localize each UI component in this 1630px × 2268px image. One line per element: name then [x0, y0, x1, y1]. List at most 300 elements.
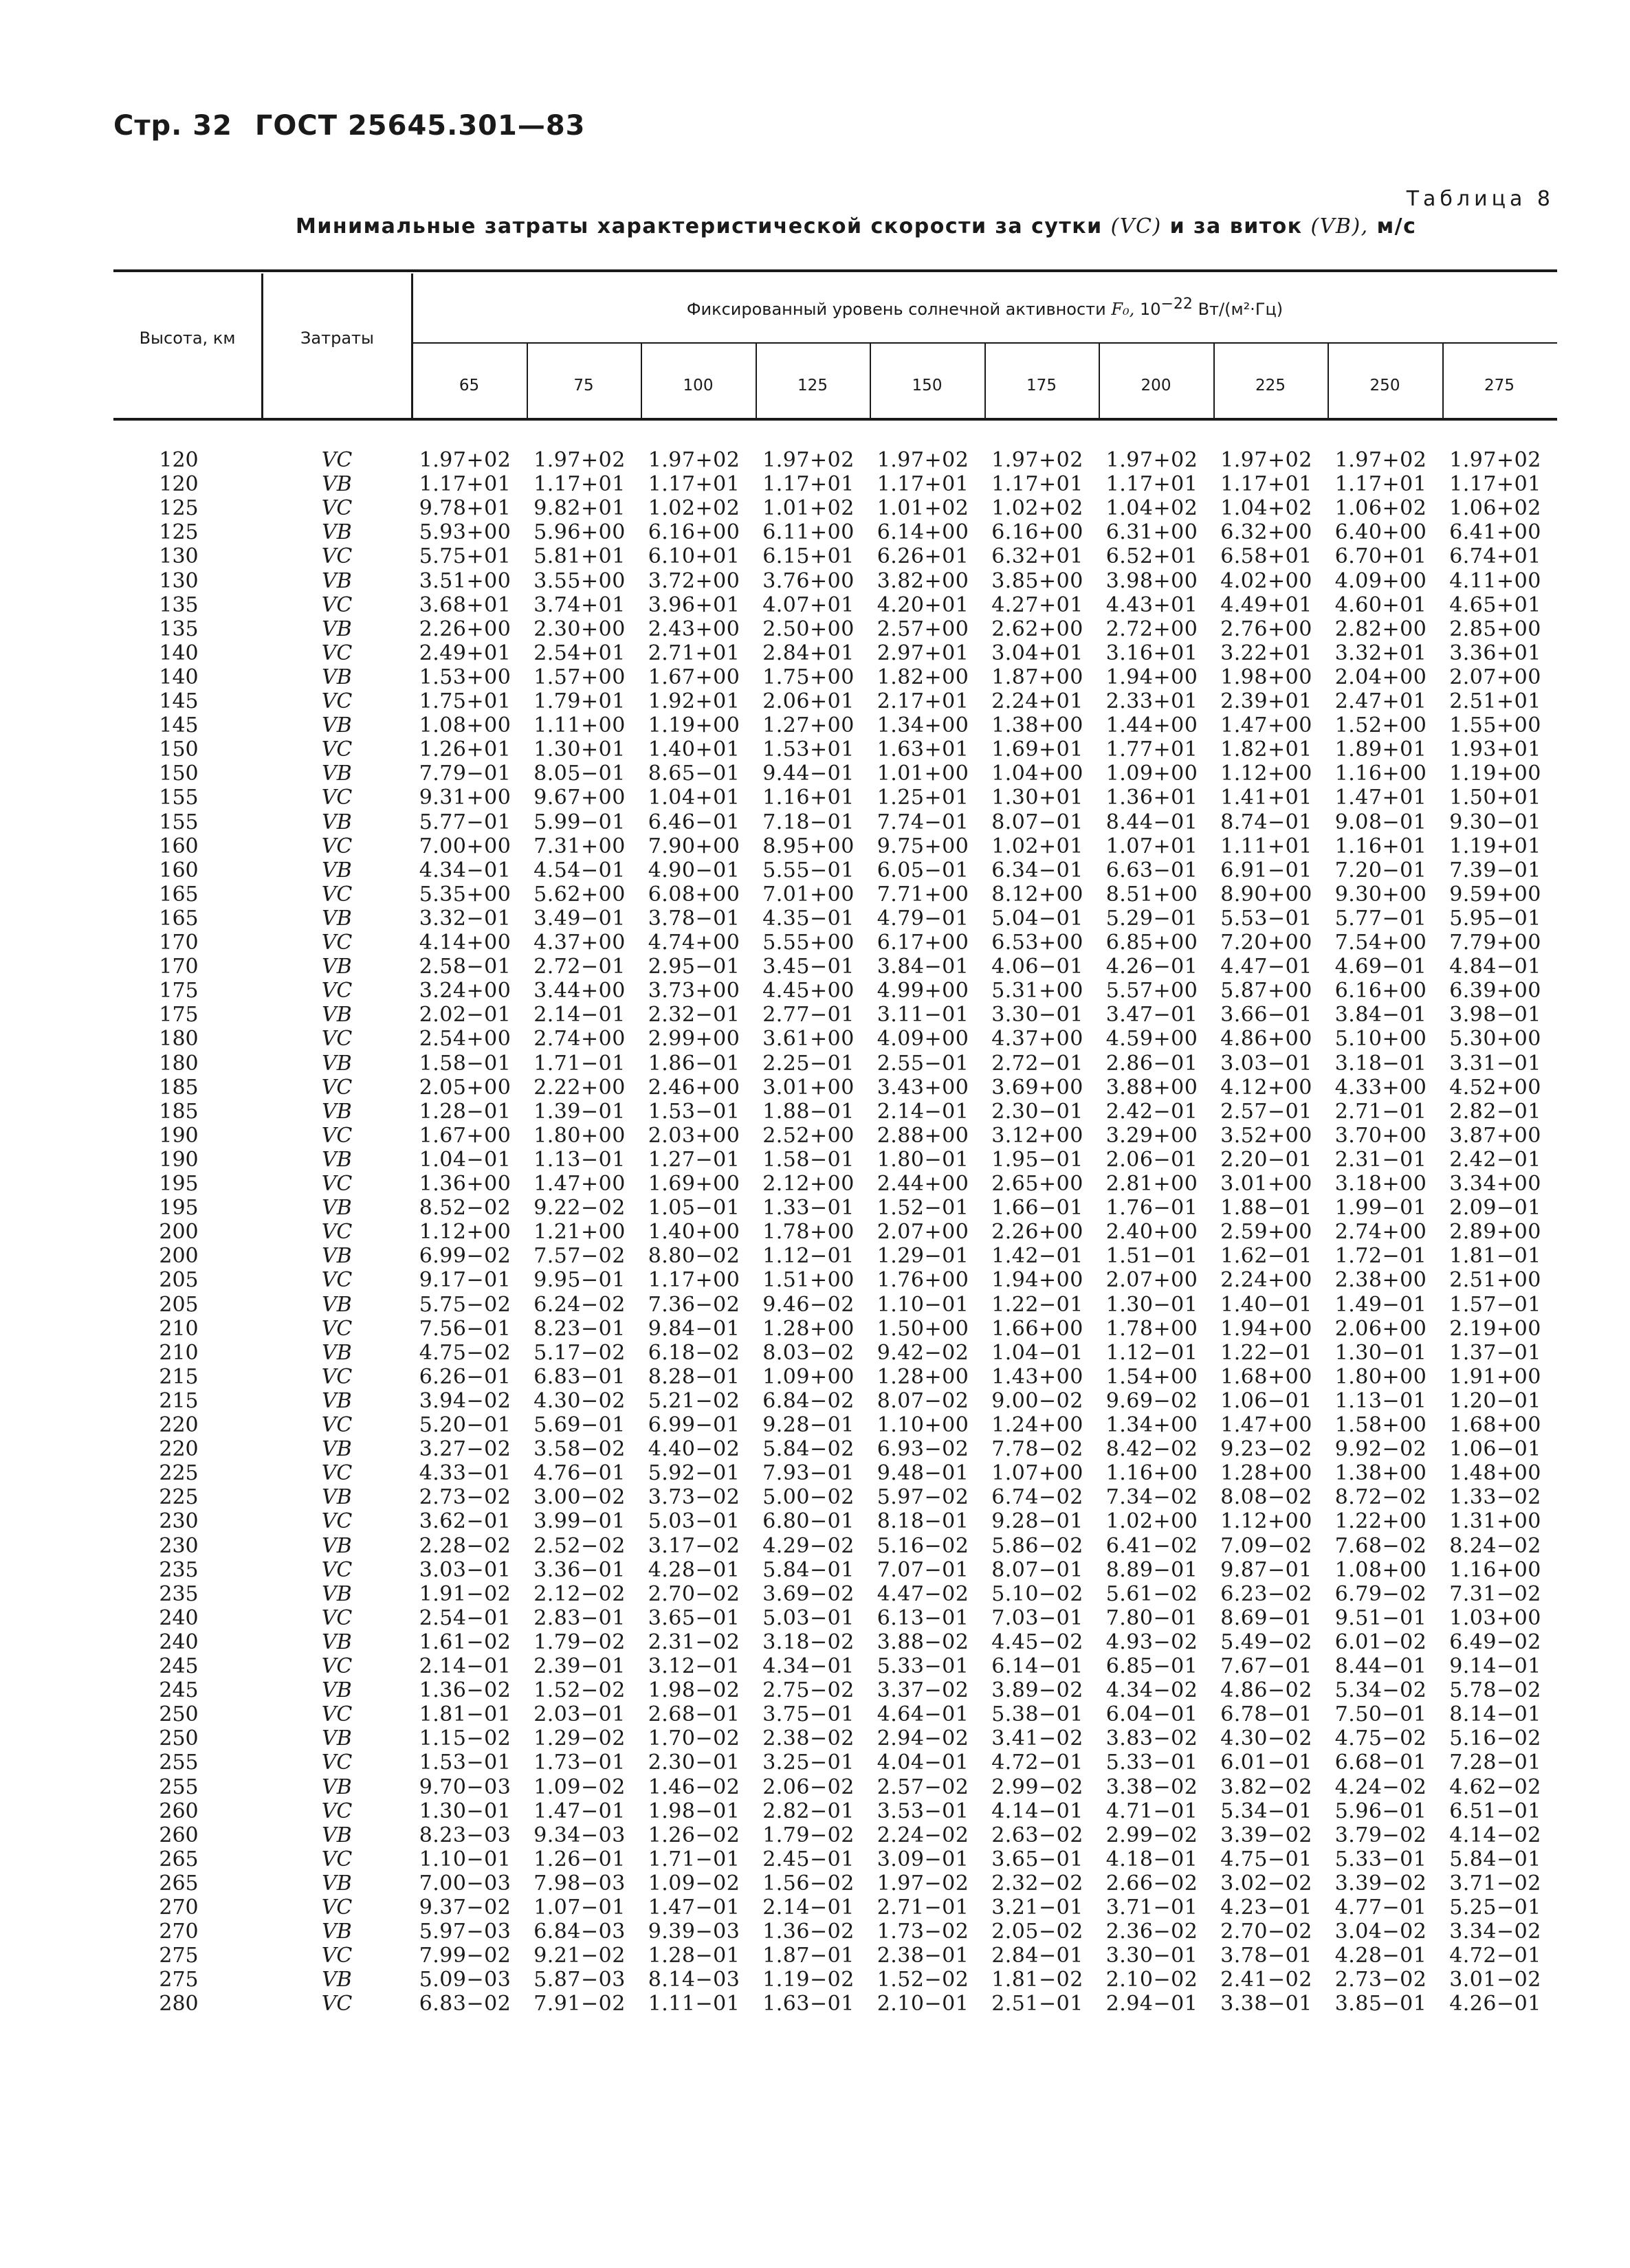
- value-cell: 7.31−02: [1449, 1581, 1541, 1606]
- value-cell: 1.34+00: [1105, 1413, 1198, 1437]
- value-cell: 3.38−01: [1220, 1992, 1312, 2016]
- value-cell: 4.24−02: [1334, 1775, 1427, 1799]
- value-cell: 1.22−01: [1220, 1340, 1312, 1365]
- altitude-cell: 215: [159, 1364, 199, 1389]
- value-cell: 1.22−01: [991, 1292, 1083, 1317]
- value-cell: 6.10+01: [648, 544, 740, 569]
- value-cell: 4.07+01: [762, 592, 855, 617]
- value-cell: 1.12+00: [1220, 761, 1312, 786]
- value-cell: 8.28−01: [648, 1364, 740, 1389]
- table-row: [0, 955, 1630, 979]
- value-cell: 8.52−02: [419, 1196, 511, 1221]
- altitude-cell: 130: [159, 544, 199, 569]
- value-cell: 7.90+00: [648, 834, 740, 858]
- value-cell: 5.03−01: [762, 1605, 855, 1630]
- value-cell: 8.07−01: [991, 810, 1083, 834]
- altitude-cell: 145: [159, 689, 199, 713]
- altitude-cell: 190: [159, 1147, 199, 1172]
- value-cell: 2.31−01: [1334, 1147, 1427, 1172]
- value-cell: 1.11−01: [648, 1992, 740, 2016]
- cost-type-cell: VC: [321, 1557, 353, 1582]
- value-cell: 2.57+00: [877, 616, 969, 641]
- value-cell: 3.31−01: [1449, 1051, 1541, 1076]
- cost-type-cell: VB: [322, 1003, 352, 1027]
- table-row: [0, 689, 1630, 713]
- value-cell: 6.26+01: [877, 544, 969, 569]
- value-cell: 7.79+00: [1449, 931, 1541, 955]
- value-cell: 1.57−01: [1449, 1292, 1541, 1317]
- value-cell: 2.12−02: [533, 1581, 626, 1606]
- value-cell: 7.20−01: [1334, 858, 1427, 882]
- value-cell: 1.53+01: [762, 737, 855, 762]
- value-cell: 2.39+01: [1220, 689, 1312, 713]
- value-cell: 1.07−01: [533, 1895, 626, 1920]
- value-cell: 5.57+00: [1105, 979, 1198, 1003]
- value-cell: 1.63−01: [762, 1992, 855, 2016]
- value-cell: 6.16+00: [1334, 979, 1427, 1003]
- value-cell: 1.73−01: [533, 1750, 626, 1775]
- altitude-cell: 180: [159, 1051, 199, 1076]
- cost-type-cell: VC: [321, 882, 353, 907]
- altitude-cell: 165: [159, 882, 199, 907]
- altitude-cell: 270: [159, 1895, 199, 1920]
- value-cell: 1.62−01: [1220, 1244, 1312, 1269]
- value-cell: 8.14−01: [1449, 1702, 1541, 1727]
- altitude-cell: 220: [159, 1413, 199, 1437]
- value-cell: 6.84−03: [533, 1920, 626, 1944]
- value-cell: 3.73+00: [648, 979, 740, 1003]
- value-cell: 1.21+00: [533, 1220, 626, 1245]
- value-cell: 4.26−01: [1449, 1992, 1541, 2016]
- value-cell: 1.13−01: [1334, 1388, 1427, 1413]
- value-cell: 5.31+00: [991, 979, 1083, 1003]
- value-cell: 1.24+00: [991, 1413, 1083, 1437]
- value-cell: 6.85−01: [1105, 1654, 1198, 1678]
- value-cell: 1.46−02: [648, 1775, 740, 1799]
- altitude-cell: 255: [159, 1775, 199, 1799]
- value-cell: 1.29−02: [533, 1726, 626, 1751]
- cost-type-cell: VC: [321, 1654, 353, 1678]
- table-row: [0, 1485, 1630, 1509]
- value-cell: 2.84+01: [762, 641, 855, 665]
- cost-type-cell: VB: [322, 1678, 352, 1703]
- value-cell: 5.69−01: [533, 1413, 626, 1437]
- value-cell: 4.43+01: [1105, 592, 1198, 617]
- value-cell: 6.51−01: [1449, 1799, 1541, 1823]
- value-cell: 2.05+00: [419, 1075, 511, 1100]
- value-cell: 6.99−02: [419, 1244, 511, 1269]
- value-cell: 8.72−02: [1334, 1485, 1427, 1510]
- value-cell: 2.54−01: [419, 1605, 511, 1630]
- value-cell: 1.94+00: [991, 1268, 1083, 1293]
- value-cell: 4.49+01: [1220, 592, 1312, 617]
- flux-divider: [984, 344, 986, 418]
- value-cell: 2.51−01: [991, 1992, 1083, 2016]
- value-cell: 1.25+01: [877, 786, 969, 810]
- table-row: [0, 448, 1630, 472]
- value-cell: 7.68−02: [1334, 1533, 1427, 1558]
- value-cell: 4.72−01: [1449, 1944, 1541, 1968]
- value-cell: 1.80−01: [877, 1147, 969, 1172]
- flux-level-header: 200: [1141, 377, 1171, 394]
- value-cell: 8.65−01: [648, 761, 740, 786]
- value-cell: 8.23−01: [533, 1316, 626, 1341]
- table-row: [0, 544, 1630, 568]
- value-cell: 2.33+01: [1105, 689, 1198, 713]
- altitude-cell: 165: [159, 906, 199, 931]
- value-cell: 1.02+02: [648, 496, 740, 521]
- table-row: [0, 1847, 1630, 1871]
- value-cell: 6.52+01: [1105, 544, 1198, 569]
- value-cell: 2.14−01: [877, 1099, 969, 1124]
- value-cell: 1.16+01: [1334, 834, 1427, 858]
- cost-type-cell: VC: [321, 641, 353, 665]
- table-row: [0, 1100, 1630, 1124]
- value-cell: 1.05−01: [648, 1196, 740, 1221]
- table-row: [0, 472, 1630, 496]
- value-cell: 1.15−02: [419, 1726, 511, 1751]
- value-cell: 1.16+00: [1449, 1557, 1541, 1582]
- altitude-cell: 225: [159, 1461, 199, 1486]
- altitude-cell: 265: [159, 1871, 199, 1895]
- table-row: [0, 1630, 1630, 1654]
- value-cell: 1.91+00: [1449, 1364, 1541, 1389]
- activity-label: Фиксированный уровень солнечной активности: [686, 300, 1106, 319]
- value-cell: 1.30−01: [1334, 1340, 1427, 1365]
- value-cell: 1.61−02: [419, 1630, 511, 1654]
- value-cell: 2.40+00: [1105, 1220, 1198, 1245]
- altitude-cell: 180: [159, 1027, 199, 1052]
- value-cell: 8.42−02: [1105, 1437, 1198, 1462]
- value-cell: 9.59+00: [1449, 882, 1541, 907]
- cost-type-cell: VB: [322, 1775, 352, 1799]
- value-cell: 5.84−01: [762, 1557, 855, 1582]
- altitude-cell: 210: [159, 1316, 199, 1341]
- value-cell: 6.39+00: [1449, 979, 1541, 1003]
- table-top-rule: [113, 269, 1557, 272]
- value-cell: 1.04+02: [1105, 496, 1198, 521]
- value-cell: 3.55+00: [533, 568, 626, 593]
- value-cell: 2.52−02: [533, 1533, 626, 1558]
- value-cell: 1.19+00: [648, 713, 740, 738]
- value-cell: 4.99+00: [877, 979, 969, 1003]
- value-cell: 1.97+02: [762, 448, 855, 472]
- value-cell: 3.61+00: [762, 1027, 855, 1052]
- value-cell: 4.60+01: [1334, 592, 1427, 617]
- value-cell: 3.36+01: [1449, 641, 1541, 665]
- value-cell: 2.24−02: [877, 1823, 969, 1847]
- value-cell: 8.07−02: [877, 1388, 969, 1413]
- value-cell: 2.45−01: [762, 1847, 855, 1871]
- value-cell: 1.82+01: [1220, 737, 1312, 762]
- value-cell: 4.37+00: [991, 1027, 1083, 1052]
- cost-type-cell: VC: [321, 1944, 353, 1968]
- value-cell: 1.27+00: [762, 713, 855, 738]
- value-cell: 7.09−02: [1220, 1533, 1312, 1558]
- value-cell: 1.17+01: [648, 472, 740, 497]
- cost-type-cell: VB: [322, 1823, 352, 1847]
- value-cell: 2.71+01: [648, 641, 740, 665]
- value-cell: 3.88+00: [1105, 1075, 1198, 1100]
- altitude-cell: 235: [159, 1557, 199, 1582]
- value-cell: 1.37−01: [1449, 1340, 1541, 1365]
- value-cell: 7.99−02: [419, 1944, 511, 1968]
- cost-type-cell: VB: [322, 1388, 352, 1413]
- table-row: [0, 1920, 1630, 1944]
- value-cell: 1.26+01: [419, 737, 511, 762]
- value-cell: 1.94+00: [1220, 1316, 1312, 1341]
- value-cell: 1.97+02: [1449, 448, 1541, 472]
- flux-level-header: 100: [683, 377, 714, 394]
- value-cell: 9.31+00: [419, 786, 511, 810]
- value-cell: 2.99−02: [1105, 1823, 1198, 1847]
- value-cell: 3.04+01: [991, 641, 1083, 665]
- value-cell: 1.16+01: [762, 786, 855, 810]
- table-row: [0, 1293, 1630, 1317]
- value-cell: 9.00−02: [991, 1388, 1083, 1413]
- value-cell: 5.17−02: [533, 1340, 626, 1365]
- cost-type-cell: VB: [322, 472, 352, 497]
- value-cell: 1.17+01: [419, 472, 511, 497]
- value-cell: 1.77+01: [1105, 737, 1198, 762]
- value-cell: 9.28−01: [762, 1413, 855, 1437]
- table-row: [0, 979, 1630, 1003]
- table-row: [0, 1437, 1630, 1461]
- value-cell: 8.12+00: [991, 882, 1083, 907]
- value-cell: 3.84−01: [1334, 1003, 1427, 1027]
- value-cell: 6.74+01: [1449, 544, 1541, 569]
- value-cell: 1.03+00: [1449, 1605, 1541, 1630]
- value-cell: 7.31+00: [533, 834, 626, 858]
- value-cell: 6.91−01: [1220, 858, 1312, 882]
- flux-level-header: 150: [912, 377, 943, 394]
- value-cell: 1.40+01: [648, 737, 740, 762]
- value-cell: 4.84−01: [1449, 955, 1541, 979]
- value-cell: 2.70−02: [1220, 1920, 1312, 1944]
- value-cell: 1.12−01: [1105, 1340, 1198, 1365]
- table-row: [0, 569, 1630, 593]
- cost-type-cell: VB: [322, 665, 352, 689]
- table-row: [0, 1775, 1630, 1799]
- value-cell: 4.79−01: [877, 906, 969, 931]
- value-cell: 9.95−01: [533, 1268, 626, 1293]
- value-cell: 3.39−02: [1334, 1871, 1427, 1895]
- value-cell: 1.97+02: [991, 448, 1083, 472]
- value-cell: 1.04+01: [648, 786, 740, 810]
- value-cell: 5.53−01: [1220, 906, 1312, 931]
- table-row: [0, 1799, 1630, 1823]
- value-cell: 4.14+00: [419, 931, 511, 955]
- table-row: [0, 520, 1630, 544]
- value-cell: 3.71−01: [1105, 1895, 1198, 1920]
- value-cell: 3.72+00: [648, 568, 740, 593]
- flux-divider: [1213, 344, 1215, 418]
- altitude-cell: 160: [159, 834, 199, 858]
- value-cell: 1.50+01: [1449, 786, 1541, 810]
- value-cell: 3.02−02: [1220, 1871, 1312, 1895]
- value-cell: 5.77−01: [419, 810, 511, 834]
- value-cell: 2.49+01: [419, 641, 511, 665]
- value-cell: 2.06−02: [762, 1775, 855, 1799]
- value-cell: 1.33−02: [1449, 1485, 1541, 1510]
- value-cell: 1.16+00: [1105, 1461, 1198, 1486]
- table-row: [0, 1076, 1630, 1100]
- value-cell: 4.93−02: [1105, 1630, 1198, 1654]
- value-cell: 1.58−01: [762, 1147, 855, 1172]
- value-cell: 1.98−02: [648, 1678, 740, 1703]
- value-cell: 5.03−01: [648, 1509, 740, 1534]
- value-cell: 9.42−02: [877, 1340, 969, 1365]
- value-cell: 1.28−01: [419, 1099, 511, 1124]
- value-cell: 2.14−01: [762, 1895, 855, 1920]
- value-cell: 4.09+00: [1334, 568, 1427, 593]
- value-cell: 1.92+01: [648, 689, 740, 713]
- value-cell: 1.47+00: [533, 1172, 626, 1196]
- value-cell: 4.30−02: [1220, 1726, 1312, 1751]
- value-cell: 6.18−02: [648, 1340, 740, 1365]
- altitude-cell: 250: [159, 1726, 199, 1751]
- value-cell: 4.52+00: [1449, 1075, 1541, 1100]
- value-cell: 2.54+01: [533, 641, 626, 665]
- altitude-cell: 175: [159, 979, 199, 1003]
- value-cell: 5.10+00: [1334, 1027, 1427, 1052]
- value-cell: 1.99−01: [1334, 1196, 1427, 1221]
- value-cell: 6.34−01: [991, 858, 1083, 882]
- flux-divider: [1442, 344, 1444, 418]
- value-cell: 3.12−01: [648, 1654, 740, 1678]
- value-cell: 1.95−01: [991, 1147, 1083, 1172]
- value-cell: 3.04−02: [1334, 1920, 1427, 1944]
- value-cell: 9.75+00: [877, 834, 969, 858]
- value-cell: 3.71−02: [1449, 1871, 1541, 1895]
- value-cell: 1.09−02: [648, 1871, 740, 1895]
- value-cell: 1.81−01: [419, 1702, 511, 1727]
- value-cell: 1.10+00: [877, 1413, 969, 1437]
- value-cell: 7.07−01: [877, 1557, 969, 1582]
- altitude-cell: 230: [159, 1533, 199, 1558]
- value-cell: 3.53−01: [877, 1799, 969, 1823]
- flux-divider: [1099, 344, 1100, 418]
- cost-type-cell: VB: [322, 810, 352, 834]
- value-cell: 1.07+00: [991, 1461, 1083, 1486]
- value-cell: 5.86−02: [991, 1533, 1083, 1558]
- value-cell: 4.04−01: [877, 1750, 969, 1775]
- flux-level-header: 275: [1484, 377, 1515, 394]
- value-cell: 1.06+02: [1449, 496, 1541, 521]
- table-row: [0, 1534, 1630, 1558]
- table-row: [0, 1244, 1630, 1268]
- altitude-cell: 170: [159, 931, 199, 955]
- value-cell: 6.58+01: [1220, 544, 1312, 569]
- cost-type-cell: VC: [321, 1316, 353, 1341]
- value-cell: 3.76+00: [762, 568, 855, 593]
- value-cell: 3.01−02: [1449, 1968, 1541, 1992]
- value-cell: 2.38−01: [877, 1944, 969, 1968]
- activity-exponent: −22: [1160, 296, 1193, 313]
- value-cell: 5.33−01: [877, 1654, 969, 1678]
- value-cell: 1.17+01: [1334, 472, 1427, 497]
- cost-type-cell: VC: [321, 834, 353, 858]
- value-cell: 3.44+00: [533, 979, 626, 1003]
- value-cell: 6.16+00: [648, 520, 740, 545]
- table-row: [0, 1582, 1630, 1606]
- value-cell: 1.53+00: [419, 665, 511, 689]
- value-cell: 1.97−02: [877, 1871, 969, 1895]
- altitude-cell: 140: [159, 641, 199, 665]
- value-cell: 3.25−01: [762, 1750, 855, 1775]
- cost-type-cell: VB: [322, 955, 352, 979]
- value-cell: 6.32+01: [991, 544, 1083, 569]
- flux-level-header: 175: [1026, 377, 1057, 394]
- value-cell: 1.40+00: [648, 1220, 740, 1245]
- altitude-cell: 245: [159, 1654, 199, 1678]
- value-cell: 2.89+00: [1449, 1220, 1541, 1245]
- table-row: [0, 1268, 1630, 1292]
- value-cell: 2.07+00: [877, 1220, 969, 1245]
- value-cell: 1.43+00: [991, 1364, 1083, 1389]
- caption-mid: и за виток: [1169, 214, 1303, 238]
- value-cell: 4.71−01: [1105, 1799, 1198, 1823]
- value-cell: 3.94−02: [419, 1388, 511, 1413]
- value-cell: 3.45−01: [762, 955, 855, 979]
- value-cell: 6.26−01: [419, 1364, 511, 1389]
- value-cell: 1.22+00: [1334, 1509, 1427, 1534]
- value-cell: 1.34+00: [877, 713, 969, 738]
- altitude-cell: 195: [159, 1172, 199, 1196]
- value-cell: 5.00−02: [762, 1485, 855, 1510]
- value-cell: 2.06+00: [1334, 1316, 1427, 1341]
- value-cell: 1.88−01: [762, 1099, 855, 1124]
- value-cell: 1.51−01: [1105, 1244, 1198, 1269]
- cost-type-cell: VB: [322, 1340, 352, 1365]
- altitude-cell: 150: [159, 737, 199, 762]
- value-cell: 2.99−02: [991, 1775, 1083, 1799]
- value-cell: 4.77−01: [1334, 1895, 1427, 1920]
- value-cell: 2.73−02: [419, 1485, 511, 1510]
- value-cell: 1.19−02: [762, 1968, 855, 1992]
- table-row: [0, 641, 1630, 665]
- value-cell: 4.47−01: [1220, 955, 1312, 979]
- value-cell: 5.34−02: [1334, 1678, 1427, 1703]
- value-cell: 2.73−02: [1334, 1968, 1427, 1992]
- value-cell: 8.80−02: [648, 1244, 740, 1269]
- value-cell: 1.68+00: [1220, 1364, 1312, 1389]
- table-row: [0, 1220, 1630, 1244]
- value-cell: 2.54+00: [419, 1027, 511, 1052]
- value-cell: 2.62+00: [991, 616, 1083, 641]
- value-cell: 9.92−02: [1334, 1437, 1427, 1462]
- value-cell: 6.14−01: [991, 1654, 1083, 1678]
- value-cell: 5.93+00: [419, 520, 511, 545]
- value-cell: 1.12+00: [419, 1220, 511, 1245]
- value-cell: 2.57−02: [877, 1775, 969, 1799]
- cost-type-cell: VC: [321, 1750, 353, 1775]
- value-cell: 7.54+00: [1334, 931, 1427, 955]
- value-cell: 2.51+00: [1449, 1268, 1541, 1293]
- value-cell: 4.47−02: [877, 1581, 969, 1606]
- value-cell: 2.07+00: [1449, 665, 1541, 689]
- value-cell: 3.49−01: [533, 906, 626, 931]
- cost-type-cell: VC: [321, 1172, 353, 1196]
- table-row: [0, 810, 1630, 834]
- value-cell: 3.11−01: [877, 1003, 969, 1027]
- value-cell: 7.93−01: [762, 1461, 855, 1486]
- value-cell: 6.17+00: [877, 931, 969, 955]
- value-cell: 9.21−02: [533, 1944, 626, 1968]
- value-cell: 9.84−01: [648, 1316, 740, 1341]
- value-cell: 3.62−01: [419, 1509, 511, 1534]
- value-cell: 2.52+00: [762, 1123, 855, 1148]
